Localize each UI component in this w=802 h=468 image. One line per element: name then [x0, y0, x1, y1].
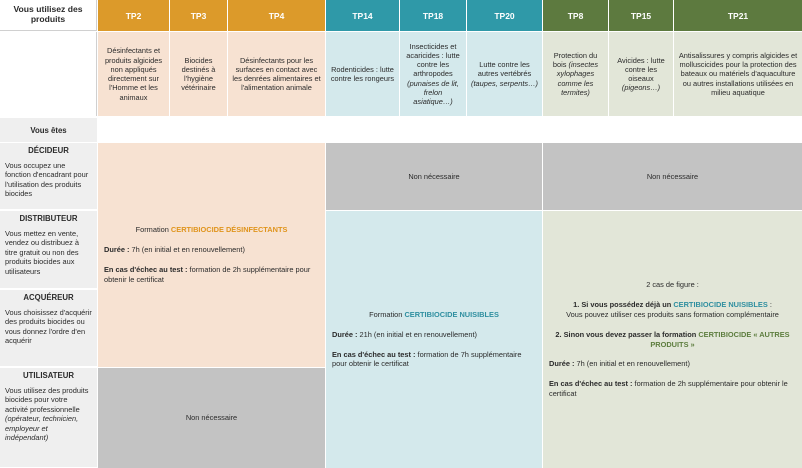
- vous-etes-label: Vous êtes: [0, 118, 97, 142]
- echec-nuisibles: En cas d'échec au test : formation de 7h supplémentaire pour obtenir le certificat: [332, 349, 522, 369]
- description-tp3: Biocides destinés à l'hygiène vétérinaire: [170, 32, 227, 116]
- cas-de-figure: 2 cas de figure :: [646, 279, 699, 289]
- description-tp15: Avicides : lutte contre les oiseaux (pigeons…): [609, 32, 673, 116]
- echec-desinfectants: En cas d'échec au test : formation de 2h supplémentaire pour obtenir le certificat: [104, 265, 311, 284]
- role-text-acquereur: Vous choisissez d'acquérir des produits biocides ou vous donnez l'ordre d'en acquérir: [5, 308, 92, 346]
- duree-autres: Durée : 7h (en initial et en renouvellement): [549, 359, 690, 369]
- role-acquereur: [0, 290, 97, 367]
- cell-nuisibles: [326, 211, 542, 468]
- role-text-utilisateur: Vous utilisez des produits biocides pour votre activité professionnelle (opérateur, technicien, employeur et indépendant): [5, 386, 89, 443]
- description-tp21: Antisalissures y compris algicides et molluscicides pour la protection des bateaux ou matériels d'aquaculture ou autres installations utilisées en milieu aquatique: [674, 32, 802, 116]
- column-header-tp15: TP15: [609, 0, 673, 31]
- point-2-title: 2. Sinon vous devez passer la formation CERTIBIOCIDE « AUTRES PRODUITS »: [555, 329, 790, 349]
- column-header-tp14: TP14: [326, 0, 399, 31]
- description-row-blank: [0, 32, 97, 116]
- role-utilisateur: [0, 368, 97, 468]
- column-header-tp21: TP21: [674, 0, 802, 31]
- duree-nuisibles: Durée : 21h (en initial et en renouvellement): [332, 329, 478, 339]
- column-header-tp2: TP2: [98, 0, 169, 31]
- cell-non-necessaire-decideur-green: Non nécessaire: [543, 143, 802, 210]
- duree-desinfectants: Durée : 7h (en initial et en renouvellement): [104, 245, 245, 255]
- column-header-tp8: TP8: [543, 0, 608, 31]
- echec-autres: En cas d'échec au test : formation de 2h supplémentaire pour obtenir le certificat: [549, 379, 788, 399]
- role-title-utilisateur: UTILISATEUR: [23, 371, 74, 380]
- formation-desinfectants-title: Formation CERTIBIOCIDE DÉSINFECTANTS: [135, 225, 288, 235]
- cell-desinfectants: [98, 143, 325, 367]
- role-distributeur: [0, 211, 97, 289]
- column-header-tp4: TP4: [228, 0, 325, 31]
- formation-nuisibles-title: Formation CERTIBIOCIDE NUISIBLES: [369, 309, 499, 319]
- role-text-decideur: Vous occupez une fonction d'encadrant pour l'utilisation des produits biocides: [5, 161, 89, 199]
- point-1-text: Vous pouvez utiliser ces produits sans formation complémentaire: [566, 309, 779, 319]
- role-title-acquereur: ACQUÉREUR: [23, 293, 74, 302]
- cell-non-necessaire-utilisateur: Non nécessaire: [98, 368, 325, 468]
- point-1-title: 1. Si vous possédez déjà un CERTIBIOCIDE NUISIBLES :: [573, 299, 772, 309]
- role-title-decideur: DÉCIDEUR: [28, 146, 69, 155]
- description-tp20: Lutte contre les autres vertébrés (taupes, serpents…): [467, 32, 542, 116]
- description-tp2: Désinfectants et produits algicides non appliqués directement sur l'Homme et les animaux: [98, 32, 169, 116]
- corner-label: Vous utilisez des produits: [13, 4, 83, 24]
- role-decideur: [0, 143, 97, 210]
- column-header-tp18: TP18: [400, 0, 466, 31]
- column-header-tp20: TP20: [467, 0, 542, 31]
- description-tp14: Rodenticides : lutte contre les rongeurs: [326, 32, 399, 116]
- role-title-distributeur: DISTRIBUTEUR: [19, 214, 78, 223]
- cell-non-necessaire-decideur-teal: Non nécessaire: [326, 143, 542, 210]
- description-tp18: Insecticides et acaricides : lutte contre les arthropodes (punaises de lit, frelon asiatique…): [400, 32, 466, 116]
- description-tp4: Désinfectants pour les surfaces en contact avec les denrées alimentaires et l'alimentation animale: [228, 32, 325, 116]
- column-header-tp3: TP3: [170, 0, 227, 31]
- role-text-distributeur: Vous mettez en vente, vendez ou distribuez à titre gratuit ou non des produits biocides aux utilisateurs: [5, 229, 79, 276]
- cell-autres-produits: [543, 211, 802, 468]
- corner-header: [0, 0, 97, 31]
- description-tp8: Protection du bois (insectes xylophages comme les termites): [543, 32, 608, 116]
